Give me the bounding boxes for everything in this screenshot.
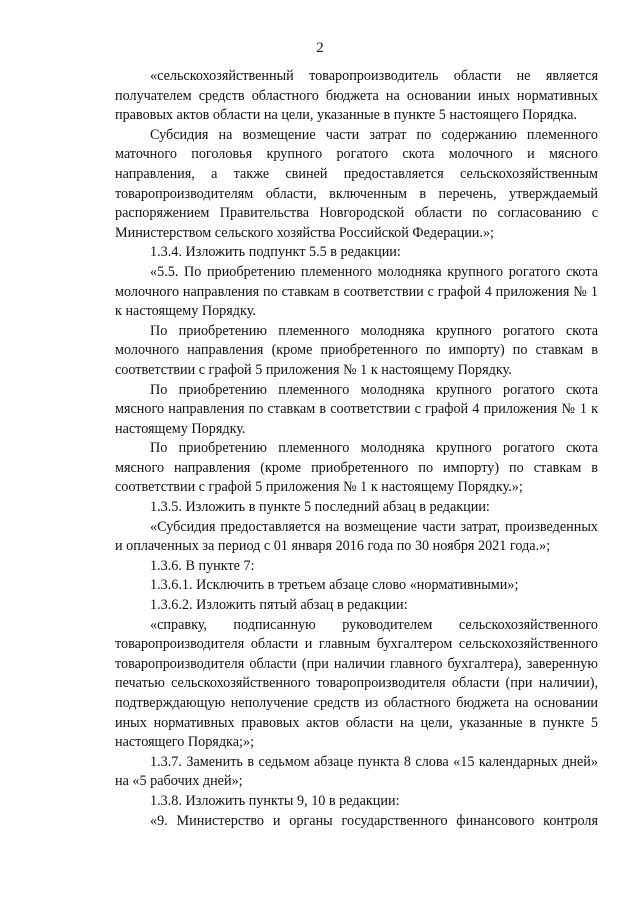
paragraph-5-5-dairy: «5.5. По приобретению племенного молодняка крупного рогатого скота молочного направления по ставкам в соответствии с графой 4 приложения № 1 к настоящему Порядку. xyxy=(115,263,598,320)
paragraph-item-1-3-6: 1.3.6. В пункте 7: xyxy=(150,557,255,574)
paragraph-beef: По приобретению племенного молодняка крупного рогатого скота мясного направления по ставкам в соответствии с графой 4 приложения № 1 к настоящему Порядку. xyxy=(115,381,598,437)
paragraph-certificate-quote: «справку, подписанную руководителем сельскохозяйственного товаропроизводителя области и главным бухгалтером сельскохозяйственного товаропроизводителя области (при наличии главного бухгалтера), заверенную печатью сельскохозяйственного товаропроизводителя области (при наличии), подтверждающую неполучение средств из областного бюджета на основании иных нормативных правовых актов области на цели, указанные в пункте 5 настоящего Порядка;»; xyxy=(115,616,598,751)
paragraph-item-1-3-6-2: 1.3.6.2. Изложить пятый абзац в редакции: xyxy=(150,597,408,614)
paragraph-farm-producer-quote: «сельскохозяйственный товаропроизводитель области не является получателем средств областного бюджета на основании иных нормативных правовых актов области на цели, указанные в пункте 5 настоящего Порядка. xyxy=(115,68,598,124)
paragraph-subsidy-period: «Субсидия предоставляется на возмещение части затрат, произведенных и оплаченных за период с 01 января 2016 года по 30 ноября 2021 года.»; xyxy=(115,518,598,555)
paragraph-dairy-non-import: По приобретению племенного молодняка крупного рогатого скота молочного направления (кроме приобретенного по импорту) по ставкам в соответствии с графой 5 приложения № 1 к настоящему Порядку. xyxy=(115,322,598,378)
paragraph-item-1-3-6-1: 1.3.6.1. Исключить в третьем абзаце слово «нормативными»; xyxy=(150,577,519,594)
paragraph-item-1-3-8: 1.3.8. Изложить пункты 9, 10 в редакции: xyxy=(150,792,400,809)
paragraph-subsidy-breeding-stock: Субсидия на возмещение части затрат по содержанию племенного маточного поголовья крупного рогатого скота молочного и мясного направления, а также свиней предоставляется сельскохозяйственным товаропроизводителям области, включенным в перечень, утверждаемый распоряжением Правительства Новгородской области по согласованию с Министерством сельского хозяйства Российской Федерации.»; xyxy=(115,126,598,241)
paragraph-item-9-start: «9. Министерство и органы государственного финансового контроля xyxy=(150,812,598,829)
paragraph-item-1-3-5: 1.3.5. Изложить в пункте 5 последний абзац в редакции: xyxy=(150,499,490,516)
paragraph-item-1-3-4: 1.3.4. Изложить подпункт 5.5 в редакции: xyxy=(150,244,401,261)
document-body xyxy=(115,67,598,831)
paragraph-beef-non-import: По приобретению племенного молодняка крупного рогатого скота мясного направления (кроме приобретенного по импорту) по ставкам в соответствии с графой 5 приложения № 1 к настоящему Порядку.»; xyxy=(115,440,598,496)
page-number: 2 xyxy=(316,40,324,56)
paragraph-item-1-3-7: 1.3.7. Заменить в седьмом абзаце пункта 8 слова «15 календарных дней» на «5 рабочих дней»; xyxy=(115,753,598,790)
